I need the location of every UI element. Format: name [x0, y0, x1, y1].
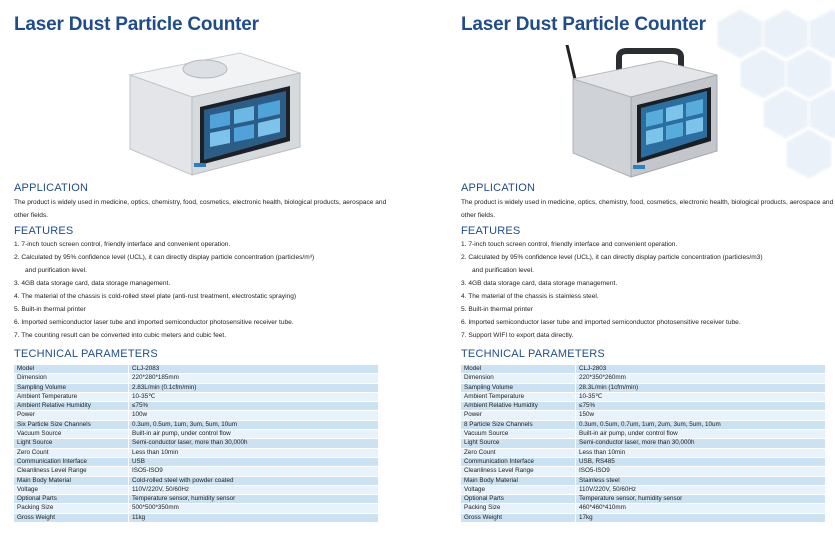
- parameter-value: ISO5-ISO9: [129, 467, 379, 476]
- feature-item: 1. 7-inch touch screen control, friendly interface and convenient operation.: [461, 241, 678, 248]
- parameter-name: Voltage: [14, 485, 129, 494]
- product-title: Laser Dust Particle Counter: [461, 14, 706, 35]
- feature-item: 5. Built-in thermal printer: [14, 306, 86, 313]
- parameter-value: 110V/220V, 50/60Hz: [129, 485, 379, 494]
- feature-item: 4. The material of the chassis is stainless steel.: [461, 293, 599, 300]
- feature-item: 7. Support WIFI to export data directly.: [461, 332, 574, 339]
- parameter-name: Ambient Temperature: [14, 392, 129, 401]
- table-row: [14, 513, 378, 522]
- parameter-value: Built-in air pump, under control flow: [576, 430, 826, 439]
- parameter-name: Power: [461, 411, 576, 420]
- technical-parameters-table: [14, 365, 378, 523]
- feature-item: 6. Imported semiconductor laser tube and imported semiconductor photosensitive receiver tube.: [14, 319, 294, 326]
- parameter-value: USB, RS485: [576, 457, 826, 466]
- table-row: [14, 495, 378, 504]
- application-text: The product is widely used in medicine, optics, chemistry, food, cosmetics, electronic health, biological products, aerospace and other fields.: [461, 199, 834, 219]
- parameter-name: Communication Interface: [461, 457, 576, 466]
- parameter-name: Power: [14, 411, 129, 420]
- parameter-name: Main Body Material: [14, 476, 129, 485]
- particle-counter-photo: [100, 45, 310, 185]
- technical-parameters-heading: TECHNICAL PARAMETERS: [14, 348, 158, 360]
- application-heading: APPLICATION: [14, 182, 89, 194]
- parameter-name: Packing Size: [461, 504, 576, 513]
- feature-item: and purification level.: [25, 267, 87, 274]
- feature-item: 3. 4GB data storage card, data storage management.: [461, 280, 618, 287]
- table-row: [14, 439, 378, 448]
- parameter-value: Semi-conductor laser, more than 30,000h: [129, 439, 379, 448]
- parameter-value: ≤75%: [576, 402, 826, 411]
- parameter-name: Optional Parts: [14, 495, 129, 504]
- parameter-name: Communication Interface: [14, 457, 129, 466]
- parameter-value: 460*460*410mm: [576, 504, 826, 513]
- parameter-name: Cleanliness Level Range: [14, 467, 129, 476]
- parameter-value: ≤75%: [129, 402, 379, 411]
- features-list: [14, 238, 399, 342]
- table-row: [461, 439, 825, 448]
- parameter-name: Zero Count: [461, 448, 576, 457]
- parameter-name: Model: [14, 365, 129, 374]
- table-row: [461, 448, 825, 457]
- features-list: [461, 238, 835, 342]
- table-row: [14, 420, 378, 429]
- table-row: [14, 411, 378, 420]
- table-row: [14, 485, 378, 494]
- parameter-name: Cleanliness Level Range: [461, 467, 576, 476]
- left-product-panel: [0, 0, 410, 541]
- feature-item: 4. The material of the chassis is cold-rolled steel plate (anti-rust treatment, electrostatic spraying): [14, 293, 297, 300]
- parameter-name: Packing Size: [14, 504, 129, 513]
- parameter-name: Dimension: [461, 374, 576, 383]
- parameter-name: Main Body Material: [461, 476, 576, 485]
- feature-item: 7. The counting result can be converted into cubic meters and cubic feet.: [14, 332, 227, 339]
- parameter-value: Less than 10min: [576, 448, 826, 457]
- parameter-value: 500*500*350mm: [129, 504, 379, 513]
- parameter-value: 0.3um, 0.5um, 1um, 3um, 5um, 10um: [129, 420, 379, 429]
- parameter-name: Sampling Volume: [461, 383, 576, 392]
- parameter-value: 220*280*185mm: [129, 374, 379, 383]
- product-title: Laser Dust Particle Counter: [14, 14, 259, 35]
- parameter-name: Ambient Relative Humidity: [461, 402, 576, 411]
- parameter-value: Semi-conductor laser, more than 30,000h: [576, 439, 826, 448]
- feature-item: 3. 4GB data storage card, data storage management.: [14, 280, 171, 287]
- parameter-value: 100w: [129, 411, 379, 420]
- parameter-value: Less than 10min: [129, 448, 379, 457]
- features-heading: FEATURES: [461, 225, 521, 237]
- feature-item: and purification level.: [472, 267, 534, 274]
- parameter-value: Stainless steel: [576, 476, 826, 485]
- table-row: [461, 467, 825, 476]
- table-row: [14, 402, 378, 411]
- parameter-value: CLJ-2083: [129, 365, 379, 374]
- parameter-value: 17kg: [576, 513, 826, 522]
- table-row: [461, 365, 825, 374]
- table-row: [461, 476, 825, 485]
- feature-item: 2. Calculated by 95% confidence level (UCL), it can directly display particle concentration (particles/m3): [461, 254, 763, 261]
- table-row: [14, 430, 378, 439]
- table-row: [14, 448, 378, 457]
- technical-parameters-table: [461, 365, 825, 523]
- table-row: [14, 504, 378, 513]
- parameter-name: Ambient Relative Humidity: [14, 402, 129, 411]
- parameter-value: CLJ-2803: [576, 365, 826, 374]
- table-row: [461, 430, 825, 439]
- parameter-value: 150w: [576, 411, 826, 420]
- table-row: [461, 513, 825, 522]
- parameter-name: Voltage: [461, 485, 576, 494]
- feature-item: 1. 7-inch touch screen control, friendly interface and convenient operation.: [14, 241, 231, 248]
- parameter-name: Ambient Temperature: [461, 392, 576, 401]
- parameter-name: Vacuum Source: [461, 430, 576, 439]
- right-product-panel: [447, 0, 832, 541]
- parameter-name: Light Source: [14, 439, 129, 448]
- parameter-name: Model: [461, 365, 576, 374]
- table-row: [461, 392, 825, 401]
- table-row: [14, 457, 378, 466]
- parameter-value: Built-in air pump, under control flow: [129, 430, 379, 439]
- table-row: [14, 467, 378, 476]
- parameter-value: USB: [129, 457, 379, 466]
- feature-item: 5. Built-in thermal printer: [461, 306, 533, 313]
- table-row: [14, 374, 378, 383]
- table-row: [14, 365, 378, 374]
- parameter-value: 11kg: [129, 513, 379, 522]
- application-text: The product is widely used in medicine, optics, chemistry, food, cosmetics, electronic health, biological products, aerospace and other fields.: [14, 199, 387, 219]
- table-row: [461, 374, 825, 383]
- parameter-value: ISO5-ISO9: [576, 467, 826, 476]
- parameter-value: 220*350*260mm: [576, 374, 826, 383]
- parameter-name: 8 Particle Size Channels: [461, 420, 576, 429]
- parameter-name: Optional Parts: [461, 495, 576, 504]
- particle-counter-photo: [557, 45, 727, 185]
- table-row: [14, 392, 378, 401]
- parameter-value: Temperature sensor, humidity sensor: [576, 495, 826, 504]
- table-row: [14, 383, 378, 392]
- parameter-value: 110V/220V, 50/60Hz: [576, 485, 826, 494]
- table-row: [461, 504, 825, 513]
- parameter-name: Dimension: [14, 374, 129, 383]
- table-row: [461, 420, 825, 429]
- table-row: [461, 457, 825, 466]
- parameter-name: Vacuum Source: [14, 430, 129, 439]
- table-row: [461, 383, 825, 392]
- parameter-name: Sampling Volume: [14, 383, 129, 392]
- application-heading: APPLICATION: [461, 182, 536, 194]
- feature-item: 6. Imported semiconductor laser tube and imported semiconductor photosensitive receiver tube.: [461, 319, 741, 326]
- parameter-name: Six Particle Size Channels: [14, 420, 129, 429]
- parameter-value: 28.3L/min (1cfm/min): [576, 383, 826, 392]
- feature-item: 2. Calculated by 95% confidence level (UCL), it can directly display particle concentration (particles/m³): [14, 254, 315, 261]
- table-row: [461, 411, 825, 420]
- parameter-value: 10-35℃: [129, 392, 379, 401]
- parameter-value: Cold-rolled steel with powder coated: [129, 476, 379, 485]
- parameter-name: Light Source: [461, 439, 576, 448]
- table-row: [14, 476, 378, 485]
- table-row: [461, 495, 825, 504]
- parameter-name: Gross Weight: [461, 513, 576, 522]
- table-row: [461, 402, 825, 411]
- technical-parameters-heading: TECHNICAL PARAMETERS: [461, 348, 605, 360]
- parameter-name: Gross Weight: [14, 513, 129, 522]
- parameter-value: 0.3um, 0.5um, 0.7um, 1um, 2um, 3um, 5um, 10um: [576, 420, 826, 429]
- table-row: [461, 485, 825, 494]
- parameter-value: 10-35℃: [576, 392, 826, 401]
- features-heading: FEATURES: [14, 225, 74, 237]
- parameter-value: Temperature sensor, humidity sensor: [129, 495, 379, 504]
- parameter-name: Zero Count: [14, 448, 129, 457]
- parameter-value: 2.83L/min (0.1cfm/min): [129, 383, 379, 392]
